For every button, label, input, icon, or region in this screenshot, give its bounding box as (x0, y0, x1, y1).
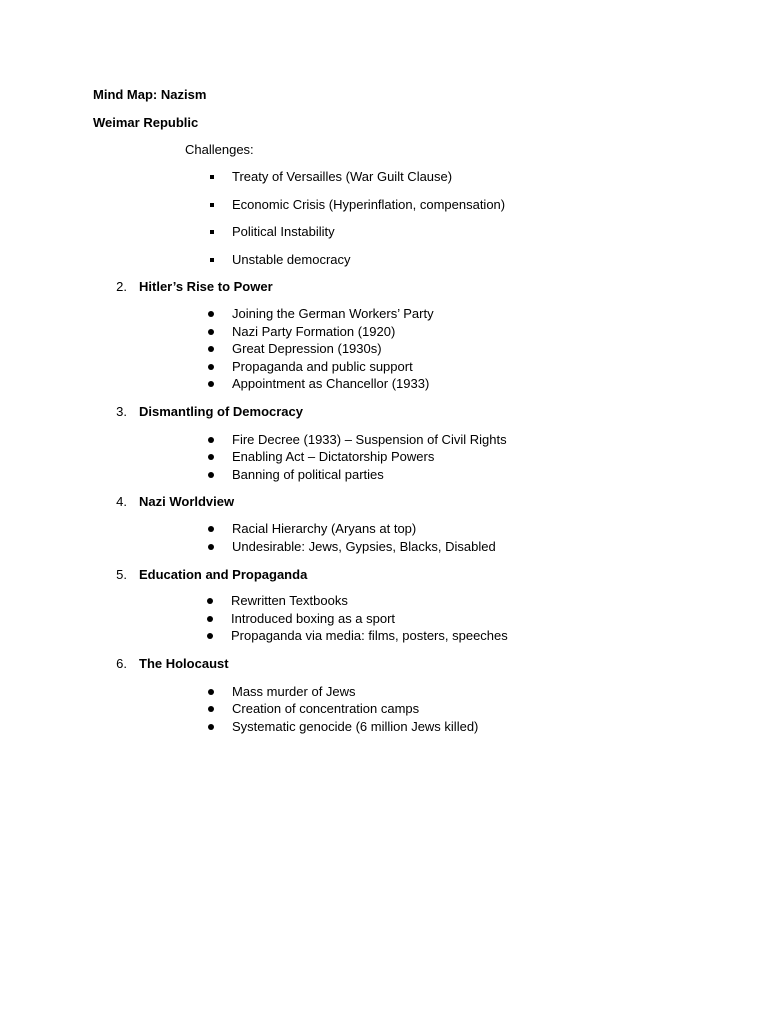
round-bullet-icon (208, 346, 214, 352)
list-item: Racial Hierarchy (Aryans at top) (232, 521, 417, 536)
round-bullet-icon (208, 364, 214, 370)
list-item: Banning of political parties (232, 467, 384, 482)
section-heading-weimar: Weimar Republic (93, 115, 199, 130)
section-heading-holocaust: The Holocaust (139, 656, 229, 671)
list-item: Creation of concentration camps (232, 701, 420, 716)
section-number: 3. (116, 404, 127, 419)
list-item: Nazi Party Formation (1920) (232, 324, 396, 339)
round-bullet-icon (208, 689, 214, 695)
round-bullet-icon (207, 616, 213, 622)
challenges-label: Challenges: (185, 142, 254, 157)
section-number: 2. (116, 279, 127, 294)
section-heading-dismantling: Dismantling of Democracy (139, 404, 303, 419)
document-title: Mind Map: Nazism (93, 87, 207, 102)
round-bullet-icon (207, 633, 213, 639)
round-bullet-icon (208, 544, 214, 550)
square-bullet-icon (210, 258, 214, 262)
list-item: Systematic genocide (6 million Jews killed) (232, 719, 479, 734)
list-item: Great Depression (1930s) (232, 341, 382, 356)
square-bullet-icon (210, 230, 214, 234)
section-heading-rise: Hitler’s Rise to Power (139, 279, 273, 294)
list-item: Enabling Act – Dictatorship Powers (232, 449, 435, 464)
list-item: Joining the German Workers’ Party (232, 306, 434, 321)
list-item: Economic Crisis (Hyperinflation, compensation) (232, 197, 506, 212)
round-bullet-icon (208, 381, 214, 387)
list-item: Introduced boxing as a sport (231, 611, 396, 626)
list-item: Mass murder of Jews (232, 684, 356, 699)
round-bullet-icon (207, 598, 213, 604)
list-item: Treaty of Versailles (War Guilt Clause) (232, 169, 453, 184)
list-item: Appointment as Chancellor (1933) (232, 376, 430, 391)
list-item: Unstable democracy (232, 252, 351, 267)
round-bullet-icon (208, 526, 214, 532)
square-bullet-icon (210, 175, 214, 179)
section-number: 6. (116, 656, 127, 671)
section-heading-education: Education and Propaganda (139, 567, 308, 582)
round-bullet-icon (208, 472, 214, 478)
list-item: Rewritten Textbooks (231, 593, 348, 608)
round-bullet-icon (208, 311, 214, 317)
list-item: Propaganda via media: films, posters, speeches (231, 628, 508, 643)
round-bullet-icon (208, 437, 214, 443)
section-number: 5. (116, 567, 127, 582)
list-item: Undesirable: Jews, Gypsies, Blacks, Disabled (232, 539, 496, 554)
round-bullet-icon (208, 329, 214, 335)
list-item: Political Instability (232, 224, 335, 239)
round-bullet-icon (208, 706, 214, 712)
list-item: Propaganda and public support (232, 359, 413, 374)
round-bullet-icon (208, 724, 214, 730)
section-number: 4. (116, 494, 127, 509)
square-bullet-icon (210, 203, 214, 207)
list-item: Fire Decree (1933) – Suspension of Civil Rights (232, 432, 507, 447)
round-bullet-icon (208, 454, 214, 460)
section-heading-worldview: Nazi Worldview (139, 494, 235, 509)
